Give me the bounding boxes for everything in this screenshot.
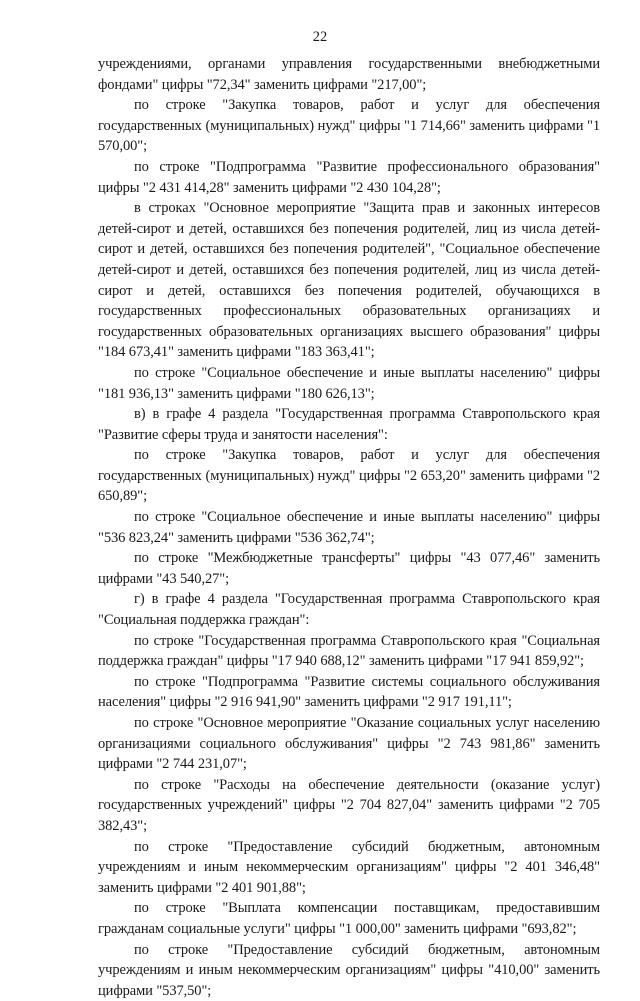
paragraph: по строке "Социальное обеспечение и иные выплаты населению" цифры "181 936,13" заменить цифрами "180 626,13"; [98,364,600,402]
paragraph: по строке "Расходы на обеспечение деятельности (оказание услуг) государственных учреждений" цифры "2 704 827,04" заменить цифрами "2 705 382,43"; [98,776,600,834]
paragraph: по строке "Предоставление субсидий бюджетным, автономным учреждениям и иным некоммерческим организациям" цифры "2 401 346,48" заменить цифрами "2 401 901,88"; [98,838,600,896]
document-body [98,54,600,1001]
paragraph: по строке "Предоставление субсидий бюджетным, автономным учреждениям и иным некоммерческим организациям" цифры "410,00" заменить цифрами "537,50"; [98,941,600,999]
paragraph: по строке "Закупка товаров, работ и услуг для обеспечения государственных (муниципальных) нужд" цифры "2 653,20" заменить цифрами "2 650,89"; [98,447,600,505]
paragraph: по строке "Социальное обеспечение и иные выплаты населению" цифры "536 823,24" заменить цифрами "536 362,74"; [98,509,600,546]
paragraph: по строке "Межбюджетные трансферты" цифры "43 077,46" заменить цифрами "43 540,27"; [98,550,600,587]
paragraph: по строке "Подпрограмма "Развитие системы социального обслуживания населения" цифры "2 916 941,90" заменить цифрами "2 917 191,11"; [98,673,600,711]
paragraph: по строке "Выплата компенсации поставщикам, предоставившим гражданам социальные услуги" цифры "1 000,00" заменить цифрами "693,82"; [98,900,600,937]
paragraph: учреждениями, органами управления государственными внебюджетными фондами" цифры "72,34" заменить цифрами "217,00"; [98,56,600,93]
paragraph: г) в графе 4 раздела "Государственная программа Ставропольского края "Социальная поддержка граждан": [98,591,600,629]
paragraph: по строке "Подпрограмма "Развитие профессионального образования" цифры "2 431 414,28" заменить цифрами "2 430 104,28"; [98,158,600,196]
paragraph: в строках "Основное мероприятие "Защита прав и законных интересов детей-сирот и детей, оставшихся без попечения родителей, лиц из числа детей-сирот и детей, оставшихся без попечения родителей", "Социальное обеспечение детей-сирот и детей, оставшихся без попечения родителей, лиц из числа детей-сирот и детей, оставшихся без попечения родителей, обучающихся в государственных профессиональных образовательных организациях и государственных образовательных организациях высшего образования" цифры "184 673,41" заменить цифрами "183 363,41"; [98,200,600,361]
paragraph: в) в графе 4 раздела "Государственная программа Ставропольского края "Развитие сферы труда и занятости населения": [98,406,600,443]
paragraph: по строке "Государственная программа Ставропольского края "Социальная поддержка граждан" цифры "17 940 688,12" заменить цифрами "17 941 859,92"; [98,632,600,670]
page-number: 22 [312,29,328,45]
paragraph: по строке "Основное мероприятие "Оказание социальных услуг населению организациями социального обслуживания" цифры "2 743 981,86" заменить цифрами "2 744 231,07"; [98,715,600,773]
paragraph: по строке "Закупка товаров, работ и услуг для обеспечения государственных (муниципальных) нужд" цифры "1 714,66" заменить цифрами "1 570,00"; [98,97,600,155]
